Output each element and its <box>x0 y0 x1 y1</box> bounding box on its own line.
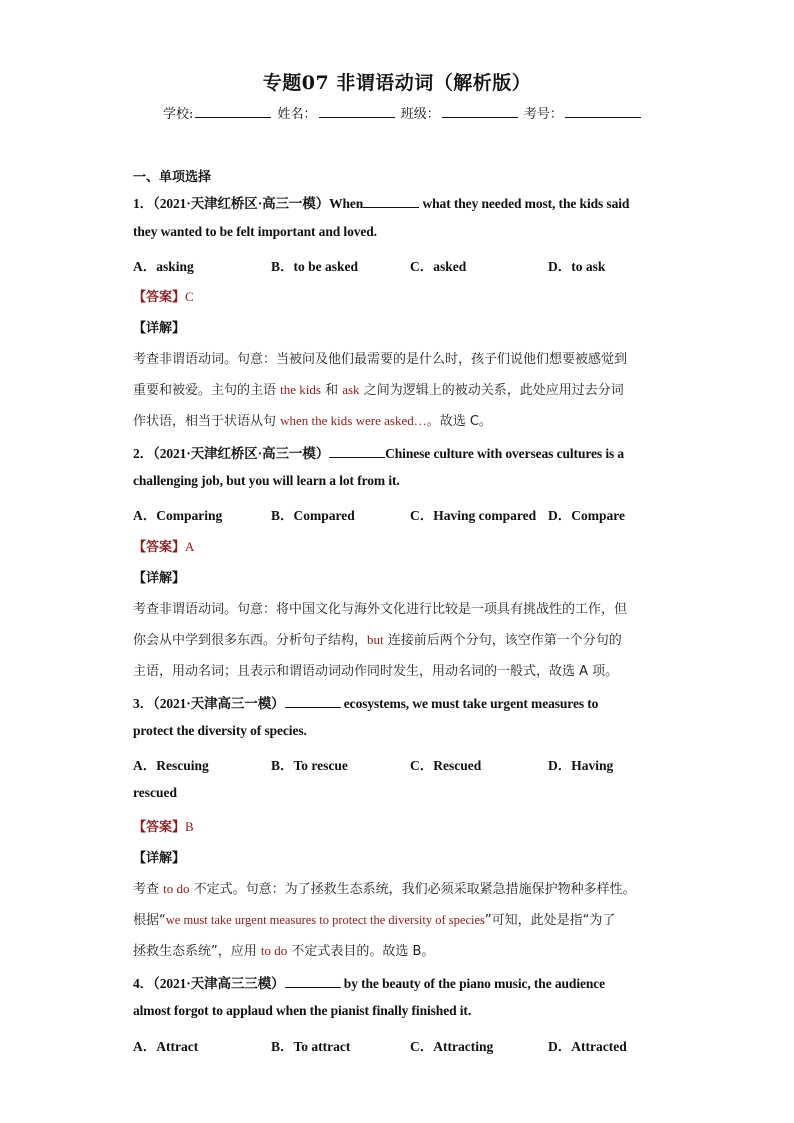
answer-tag: 【答案】 <box>133 540 186 555</box>
question-4-option-a[interactable]: A．Attract <box>133 1039 199 1054</box>
question-2-stem <box>133 442 624 462</box>
question-2-blank <box>329 445 385 458</box>
question-1-explanation-line1 <box>133 348 663 367</box>
question-1-answer <box>133 286 194 305</box>
question-3-option-d[interactable]: D．Having <box>548 758 614 773</box>
class-label: 班级： <box>400 107 440 122</box>
explanation-text: ”可知，此处是指“为了 <box>484 913 616 928</box>
explanation-text: 和 <box>320 383 343 398</box>
question-1-stem-start: 1．（2021·天津红桥区·高三一模）When <box>133 196 364 211</box>
question-1-option-a[interactable]: A．asking <box>133 259 194 274</box>
question-4-option-d[interactable]: D．Attracted <box>548 1039 627 1054</box>
question-2-answer <box>133 536 194 555</box>
question-3-stem-end: ecosystems, we must take urgent measures to <box>340 696 599 711</box>
question-1-stem <box>133 192 629 212</box>
question-1-option-c[interactable]: C．asked <box>410 259 467 274</box>
question-2-option-a[interactable]: A．Comparing <box>133 508 223 523</box>
question-3-stem-line2: protect the diversity of species. <box>133 723 307 738</box>
question-3-answer <box>133 816 194 835</box>
explanation-english: we must take urgent measures to protect the diversity of species <box>165 913 485 927</box>
answer-value: B <box>185 819 194 834</box>
explanation-text: 之间为逻辑上的被动关系，此处应用过去分词 <box>359 383 624 398</box>
question-1-option-b[interactable]: B．to be asked <box>271 259 359 274</box>
question-4-stem-line2: almost forgot to applaud when the pianist finally finished it. <box>133 1003 472 1018</box>
question-2-explanation-line1 <box>133 598 663 617</box>
student-info-line <box>163 103 643 122</box>
question-2-option-c[interactable]: C．Having compared <box>410 508 537 523</box>
explanation-text: 不定式表目的。故选 B。 <box>287 944 435 959</box>
question-1-detail-tag: 【详解】 <box>133 321 186 336</box>
explanation-text: 你会从中学到很多东西。分析句子结构， <box>133 633 368 648</box>
explanation-text: 根据“ <box>133 913 166 928</box>
question-3-detail-tag: 【详解】 <box>133 851 186 866</box>
explanation-text: 主语，用动名词；且表示和谓语动词动作同时发生，用动名词的一般式，故选 A 项。 <box>133 664 619 679</box>
answer-value: A <box>185 539 195 554</box>
question-3-explanation-line2 <box>133 909 663 928</box>
question-2-option-b[interactable]: B．Compared <box>271 508 355 523</box>
explanation-text: 考查非谓语动词。句意：将中国文化与海外文化进行比较是一项具有挑战性的工作，但 <box>133 602 628 617</box>
question-1-blank <box>363 195 419 208</box>
explanation-text: 。故选 C。 <box>426 414 492 429</box>
explanation-english: to do <box>260 943 288 958</box>
question-4-option-b[interactable]: B．To attract <box>271 1039 351 1054</box>
explanation-text: 考查非谓语动词。句意：当被问及他们最需要的是什么时，孩子们说他们想要被感觉到 <box>133 352 628 367</box>
explanation-text: 考查 <box>133 882 164 897</box>
explanation-text: 不定式。句意：为了拯救生态系统，我们必须采取紧急措施保护物种多样性。 <box>189 882 636 897</box>
section-heading: 一、单项选择 <box>133 170 212 185</box>
explanation-english: ask <box>342 382 360 397</box>
question-2-stem-end: Chinese culture with overseas cultures is a <box>385 446 625 461</box>
question-3-explanation-line3 <box>133 940 663 959</box>
answer-tag: 【答案】 <box>133 820 186 835</box>
question-3-stem-start: 3．（2021·天津高三一模） <box>133 696 285 711</box>
number-label: 考号： <box>523 107 563 122</box>
question-4-option-c[interactable]: C．Attracting <box>410 1039 494 1054</box>
explanation-text: 重要和被爱。主句的主语 <box>133 383 281 398</box>
question-2-explanation-line2 <box>133 629 663 648</box>
question-3-option-a[interactable]: A．Rescuing <box>133 758 209 773</box>
question-3-option-d-wrap[interactable]: rescued <box>133 785 177 800</box>
question-1-stem-line2: they wanted to be felt important and loved. <box>133 224 377 239</box>
class-blank[interactable] <box>442 105 518 118</box>
question-1-explanation-line3 <box>133 410 663 429</box>
question-1-stem-end: what they needed most, the kids said <box>419 196 630 211</box>
question-1-explanation-line2 <box>133 379 663 398</box>
question-3-option-c[interactable]: C．Rescued <box>410 758 482 773</box>
question-2-stem-line2: challenging job, but you will learn a lot from it. <box>133 473 400 488</box>
explanation-english: the kids <box>280 382 321 397</box>
question-4-stem-end: by the beauty of the piano music, the audience <box>340 976 606 991</box>
question-4-stem <box>133 972 605 992</box>
question-1-option-d[interactable]: D．to ask <box>548 259 606 274</box>
question-2-option-d[interactable]: D．Compare <box>548 508 625 523</box>
explanation-text: 拯救生态系统”，应用 <box>133 944 261 959</box>
question-3-option-b[interactable]: B．To rescue <box>271 758 348 773</box>
explanation-text: 连接前后两个分句，该空作第一个分句的 <box>383 633 622 648</box>
explanation-english: but <box>367 632 384 647</box>
answer-value: C <box>185 289 194 304</box>
school-blank[interactable] <box>195 105 271 118</box>
explanation-english: to do <box>163 881 190 896</box>
question-3-explanation-line1 <box>133 878 663 897</box>
answer-tag: 【答案】 <box>133 290 186 305</box>
explanation-text: 作状语，相当于状语从句 <box>133 414 281 429</box>
question-2-detail-tag: 【详解】 <box>133 571 186 586</box>
school-label: 学校: <box>163 107 194 122</box>
question-2-stem-start: 2．（2021·天津红桥区·高三一模） <box>133 446 330 461</box>
name-label: 姓名： <box>277 107 317 122</box>
number-blank[interactable] <box>565 105 641 118</box>
question-4-stem-start: 4．（2021·天津高三三模） <box>133 976 285 991</box>
question-3-blank <box>285 695 341 708</box>
name-blank[interactable] <box>319 105 395 118</box>
question-2-explanation-line3 <box>133 660 663 679</box>
question-4-blank <box>285 975 341 988</box>
page-title: 专题07 非谓语动词（解析版） <box>262 72 532 94</box>
question-3-stem <box>133 692 598 712</box>
explanation-english: when the kids were asked… <box>280 413 427 428</box>
